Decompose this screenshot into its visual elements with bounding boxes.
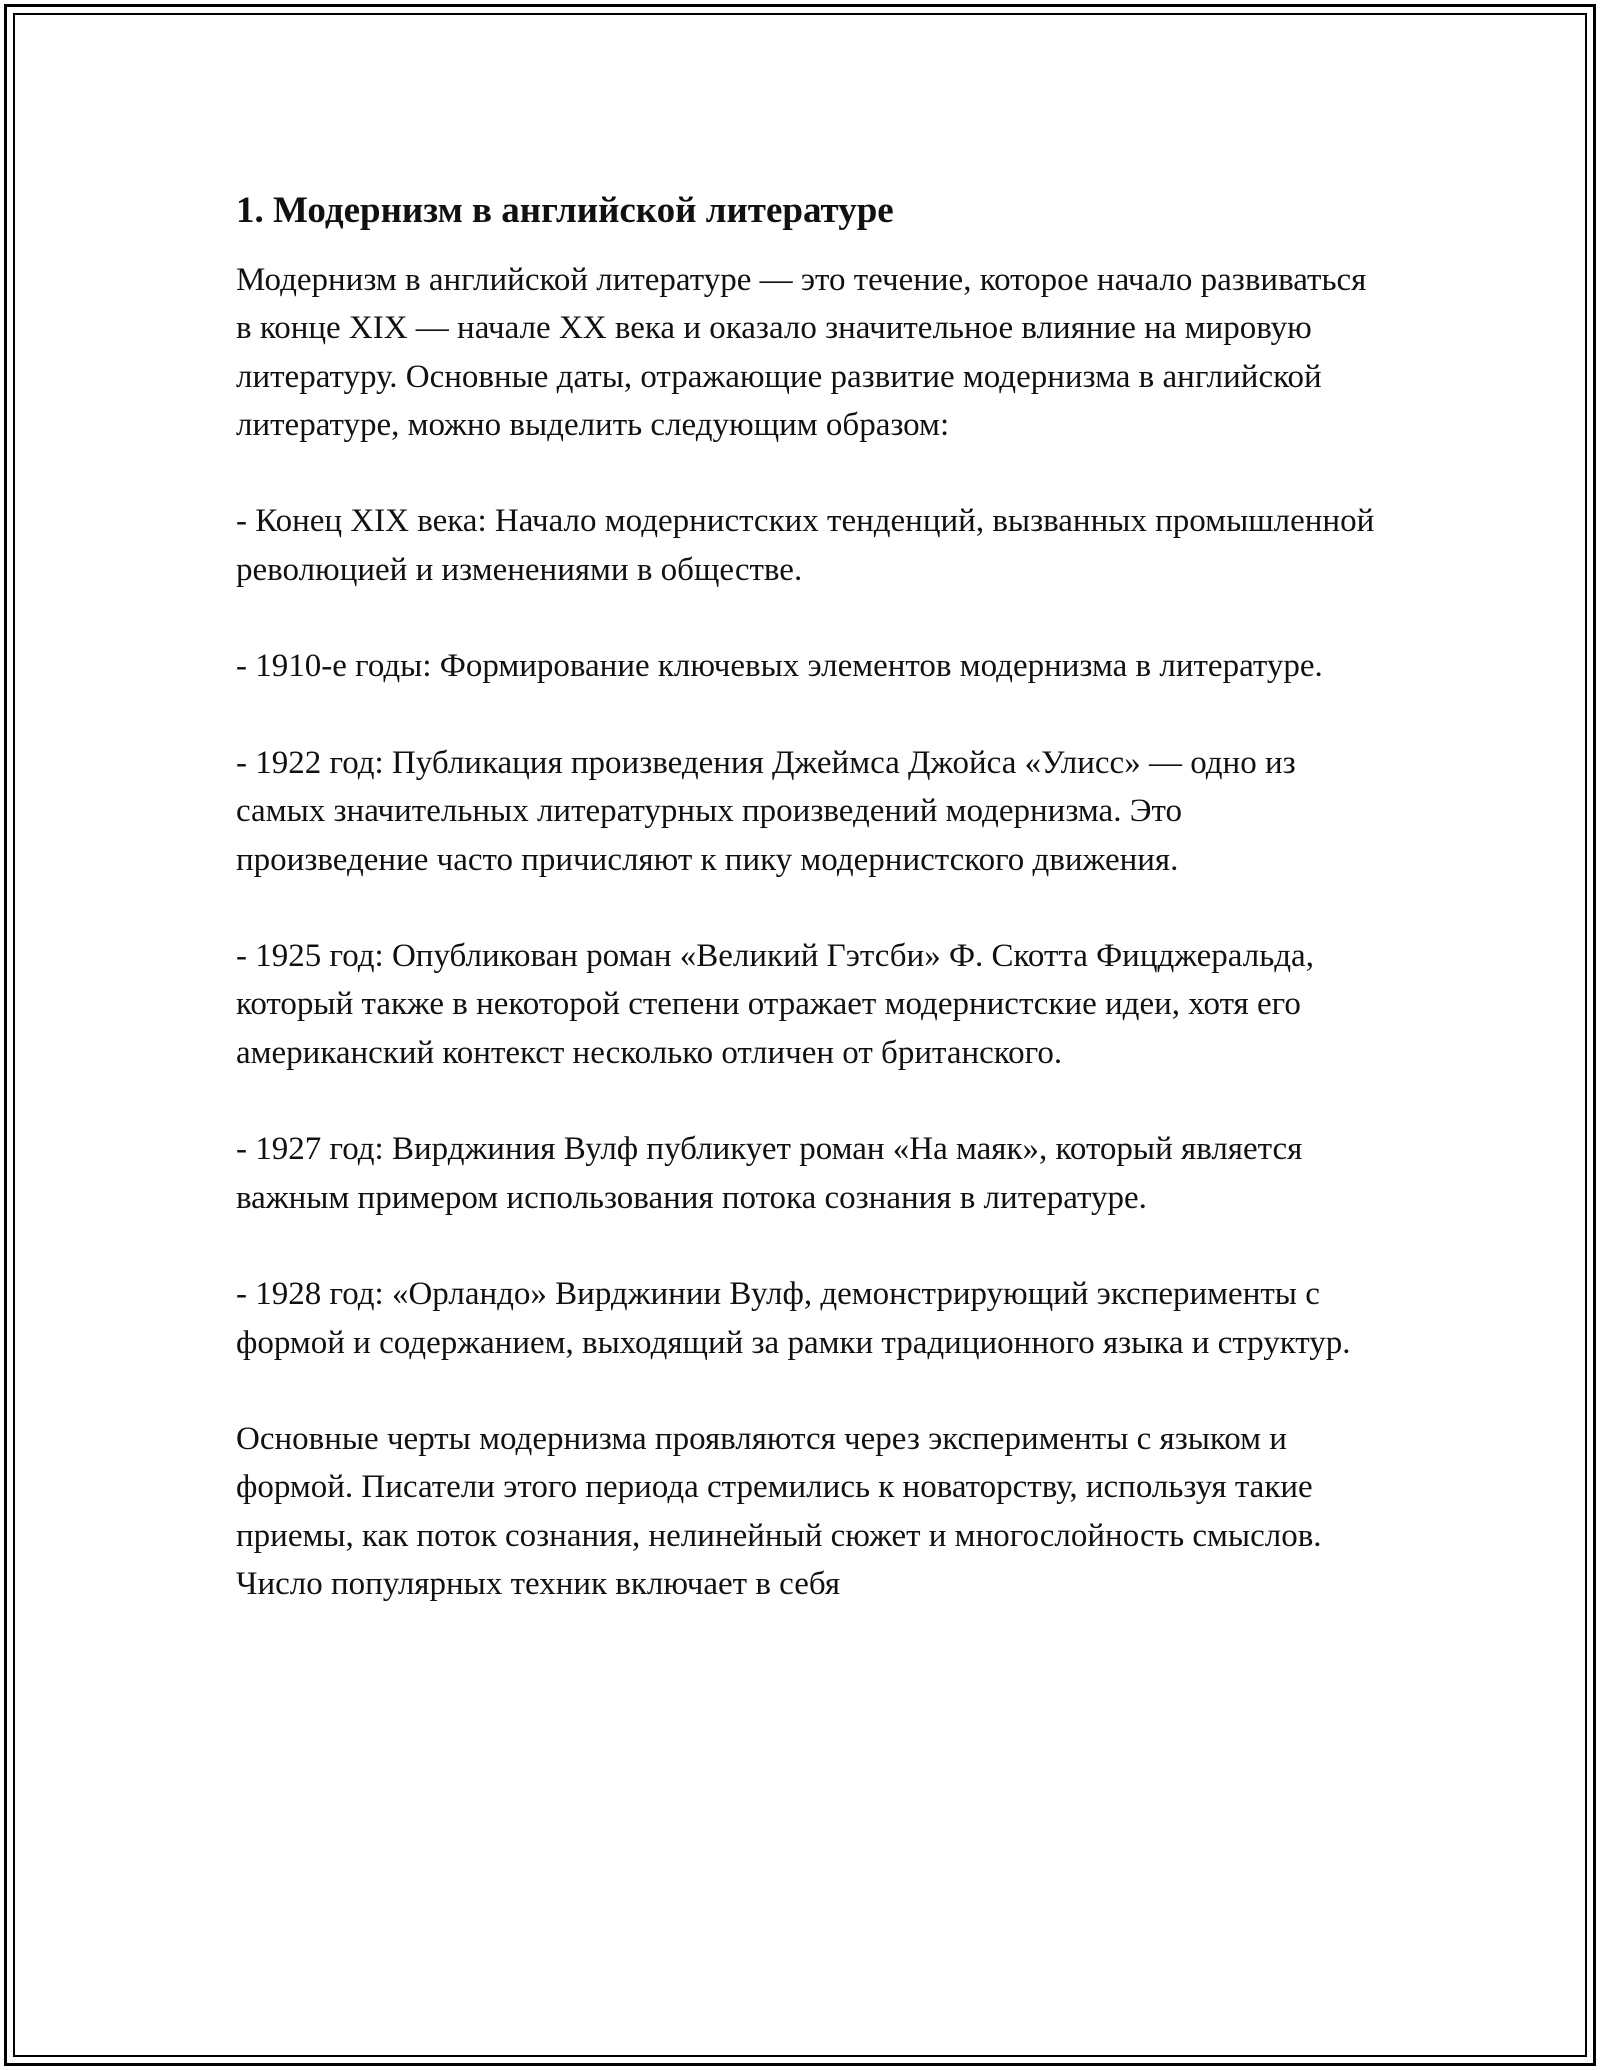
list-item: - 1928 год: «Орландо» Вирджинии Вулф, демонстрирующий эксперименты с формой и содержанием, выходящий за рамки традиционного языка и структур. [236,1276,1351,1361]
list-item: - Конец XIX века: Начало модернистских тенденций, вызванных промышленной революцией и изменениями в обществе. [236,503,1375,588]
list-item: - 1922 год: Публикация произведения Джеймса Джойса «Улисс» — одно из самых значительных литературных произведений модернизма. Это произведение часто причисляют к пику модернистского движения. [236,744,1296,878]
list-item: - 1927 год: Вирджиния Вулф публикует роман «На маяк», который является важным примером использования потока сознания в литературе. [236,1131,1303,1216]
section-heading: 1. Модернизм в английской литературе [236,190,894,231]
list-item: - 1925 год: Опубликован роман «Великий Гэтсби» Ф. Скотта Фицджеральда, который также в некоторой степени отражает модернистские идеи, хотя его американский контекст несколько отличен от британского. [236,938,1314,1071]
closing-paragraph: Основные черты модернизма проявляются через эксперименты с языком и формой. Писатели этого периода стремились к новаторству, используя такие приемы, как поток сознания, нелинейный сюжет и многослойность смыслов. Число популярных техник включает в себя [236,1421,1322,1603]
intro-paragraph: Модернизм в английской литературе — это течение, которое начало развиваться в конце XIX — начале XX века и оказало значительное влияние на мировую литературу. Основные даты, отражающие развитие модернизма в английской литературе, можно выделить следующим образом: [236,262,1367,443]
document-body [236,186,1376,1657]
list-item: - 1910-е годы: Формирование ключевых элементов модернизма в литературе. [236,648,1323,685]
